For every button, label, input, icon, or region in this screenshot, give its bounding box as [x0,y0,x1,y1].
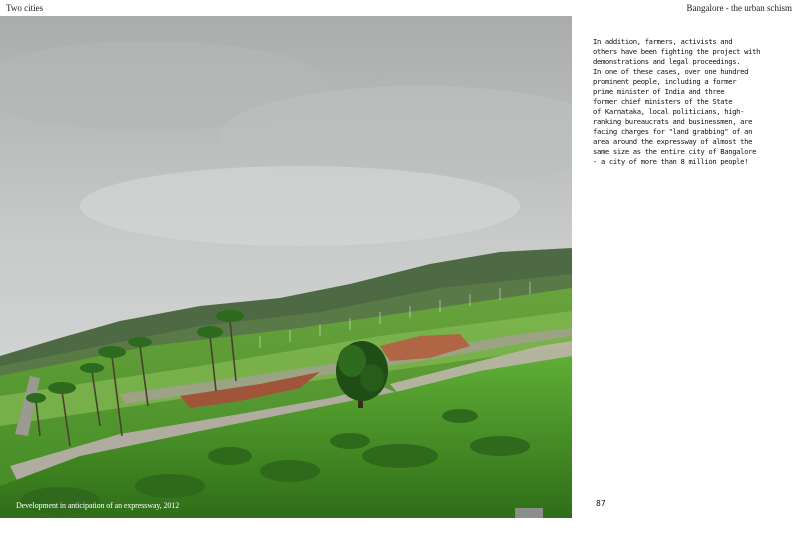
landscape-photo [0,16,572,518]
photo-caption: Development in anticipation of an expressway, 2012 [16,501,180,510]
article-body-text: In addition, farmers, activists and others have been fighting the project with demonstrations and legal proceedings. In one of these cases, over one hundred prominent people, including a former prime minister of India and three former chief ministers of the State of Karnataka, local politicians, high- ranking bureaucrats and businessmen, are facing charges for "land grabbing" of an area around the expressway of almost the same size as the entire city of Bangalore - a city of more than 8 million people! [593,37,761,166]
page-number: 87 [596,499,606,508]
chapter-title: Bangalore - the urban schism [686,3,792,13]
section-title: Two cities [6,3,44,13]
